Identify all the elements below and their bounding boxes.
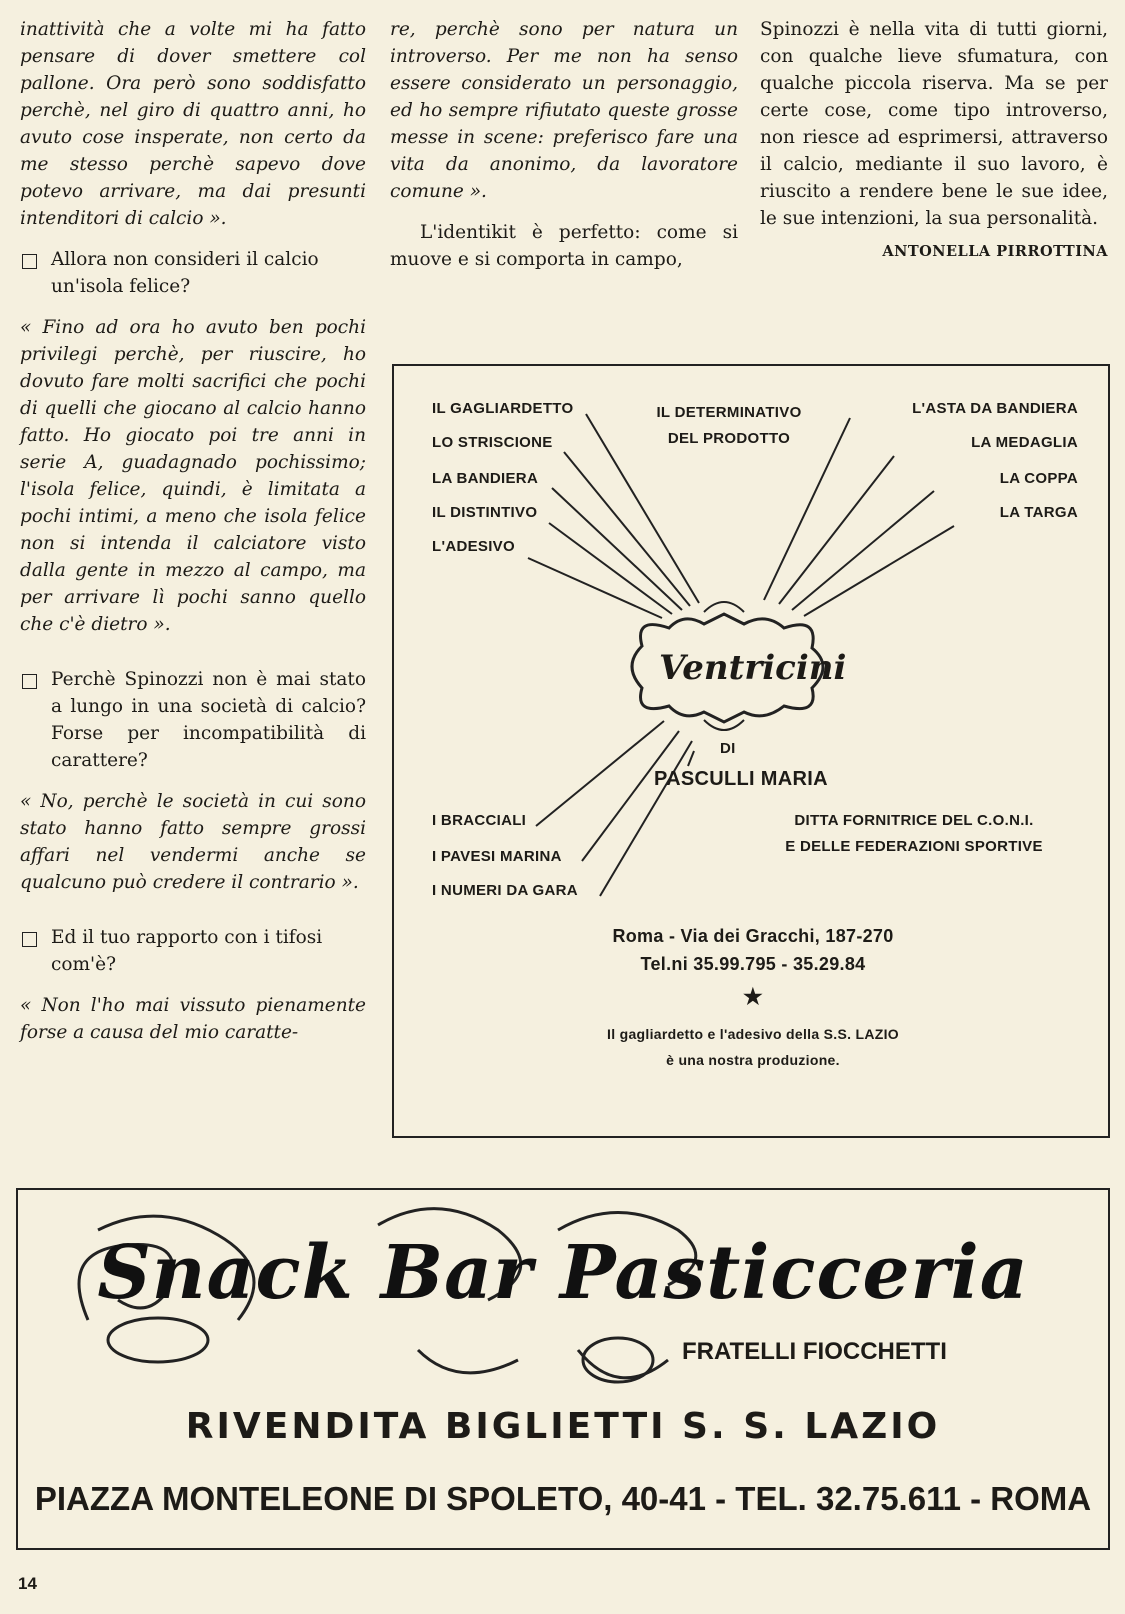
production-note: è una nostra produzione. [666,1052,840,1068]
article-column-1 [20,16,366,1046]
product-label: L'ADESIVO [432,538,515,555]
square-bullet-icon [22,254,37,269]
answer: « Non l'ho mai vissuto pienamente forse a causa del mio caratte- [20,995,366,1043]
shop-address: PIAZZA MONTELEONE DI SPOLETO, 40-41 - TEL. 32.75.611 - ROMA [34,1480,1092,1517]
question [20,924,366,978]
product-label: I PAVESI MARINA [432,848,562,865]
article-column-3 [760,16,1108,265]
snack-bar-advertisement [16,1188,1110,1550]
answer: « No, perchè le società in cui sono stato hanno fatto sempre grossi affari nel vendermi anche se qualcuno può credere il contrario ». [20,791,366,893]
author-signature: ANTONELLA PIRROTTINA [882,243,1108,260]
paragraph: L'identikit è perfetto: come si muove e si comporta in campo, [390,222,738,270]
product-label: LA TARGA [999,504,1078,521]
product-label: L'ASTA DA BANDIERA [912,400,1078,417]
supplier-line: DITTA FORNITRICE DEL C.O.N.I. [794,812,1034,829]
article-column-2 [390,16,738,273]
owner-name: PASCULLI MARIA [654,768,828,790]
page-number: 14 [18,1574,37,1593]
product-label: LA MEDAGLIA [971,434,1078,451]
ventricini-advertisement [392,364,1110,1138]
product-label: IL DISTINTIVO [432,504,538,521]
supplier-line: E DELLE FEDERAZIONI SPORTIVE [785,838,1043,855]
question-text: Perchè Spinozzi non è mai stato a lungo in una società di calcio? Forse per incompatibilità di carattere? [51,669,366,771]
paragraph: inattività che a volte mi ha fatto pensare di dover smettere col pallone. Ora però sono soddisfatto perchè, nel giro di quattro anni, ho avuto cose insperate, non certo da me stesso perchè sapevo dove potevo arrivare, ma dai presunti intenditori di calcio ». [20,19,366,229]
shop-owners: FRATELLI FIOCCHETTI [682,1338,947,1365]
paragraph: re, perchè sono per natura un introverso. Per me non ha senso essere considerato un personaggio, ed ho sempre rifiutato queste grosse messe in scene: preferisco fare una vita da anonimo, da lavoratore comune ». [390,19,738,202]
shop-phone: Tel.ni 35.99.795 - 35.29.84 [640,954,866,974]
production-note: Il gagliardetto e l'adesivo della S.S. LAZIO [607,1026,899,1042]
product-label: I NUMERI DA GARA [432,882,578,899]
product-label-center: IL DETERMINATIVO DEL PRODOTTO [656,404,802,447]
square-bullet-icon [22,674,37,689]
star-icon: ★ [742,984,764,1009]
product-label: I BRACCIALI [432,812,527,829]
product-label: LA COPPA [999,470,1078,487]
shop-address: Roma - Via dei Gracchi, 187-270 [612,926,894,946]
question [20,246,366,300]
di-label: DI [720,740,736,757]
question-text: Ed il tuo rapporto con i tifosi com'è? [51,927,323,975]
square-bullet-icon [22,932,37,947]
product-label: LO STRISCIONE [432,434,553,451]
ticket-sales-tagline: RIVENDITA BIGLIETTI S. S. LAZIO [185,1406,941,1447]
brand-name: Ventricini [659,648,847,688]
question-text: Allora non consideri il calcio un'isola felice? [51,249,319,297]
shop-script-title: Snack Bar Pasticceria [97,1230,1029,1316]
paragraph: Spinozzi è nella vita di tutti giorni, con qualche lieve sfumatura, con qualche piccola riserva. Ma se per certe cose, come tipo introverso, non riesce ad esprimersi, attraverso il calcio, mediante il suo lavoro, è riuscito a rendere bene le sue idee, le sue intenzioni, la sua personalità. [760,19,1108,229]
product-label: LA BANDIERA [432,470,539,487]
question [20,666,366,774]
answer: « Fino ad ora ho avuto ben pochi privilegi perchè, per riuscire, ho dovuto fare molti sacrifici che pochi di quelli che giocano al calcio hanno fatto. Ho giocato poi tre anni in serie A, guadagnado pochissimo; l'isola felice, quindi, è limitata a pochi intimi, a meno che isola felice non si intenda il calciatore visto dalla gente in mezzo al campo, ma per arrivare lì pochi sanno quello che c'è dietro ». [20,317,366,635]
product-label: IL GAGLIARDETTO [432,400,574,417]
